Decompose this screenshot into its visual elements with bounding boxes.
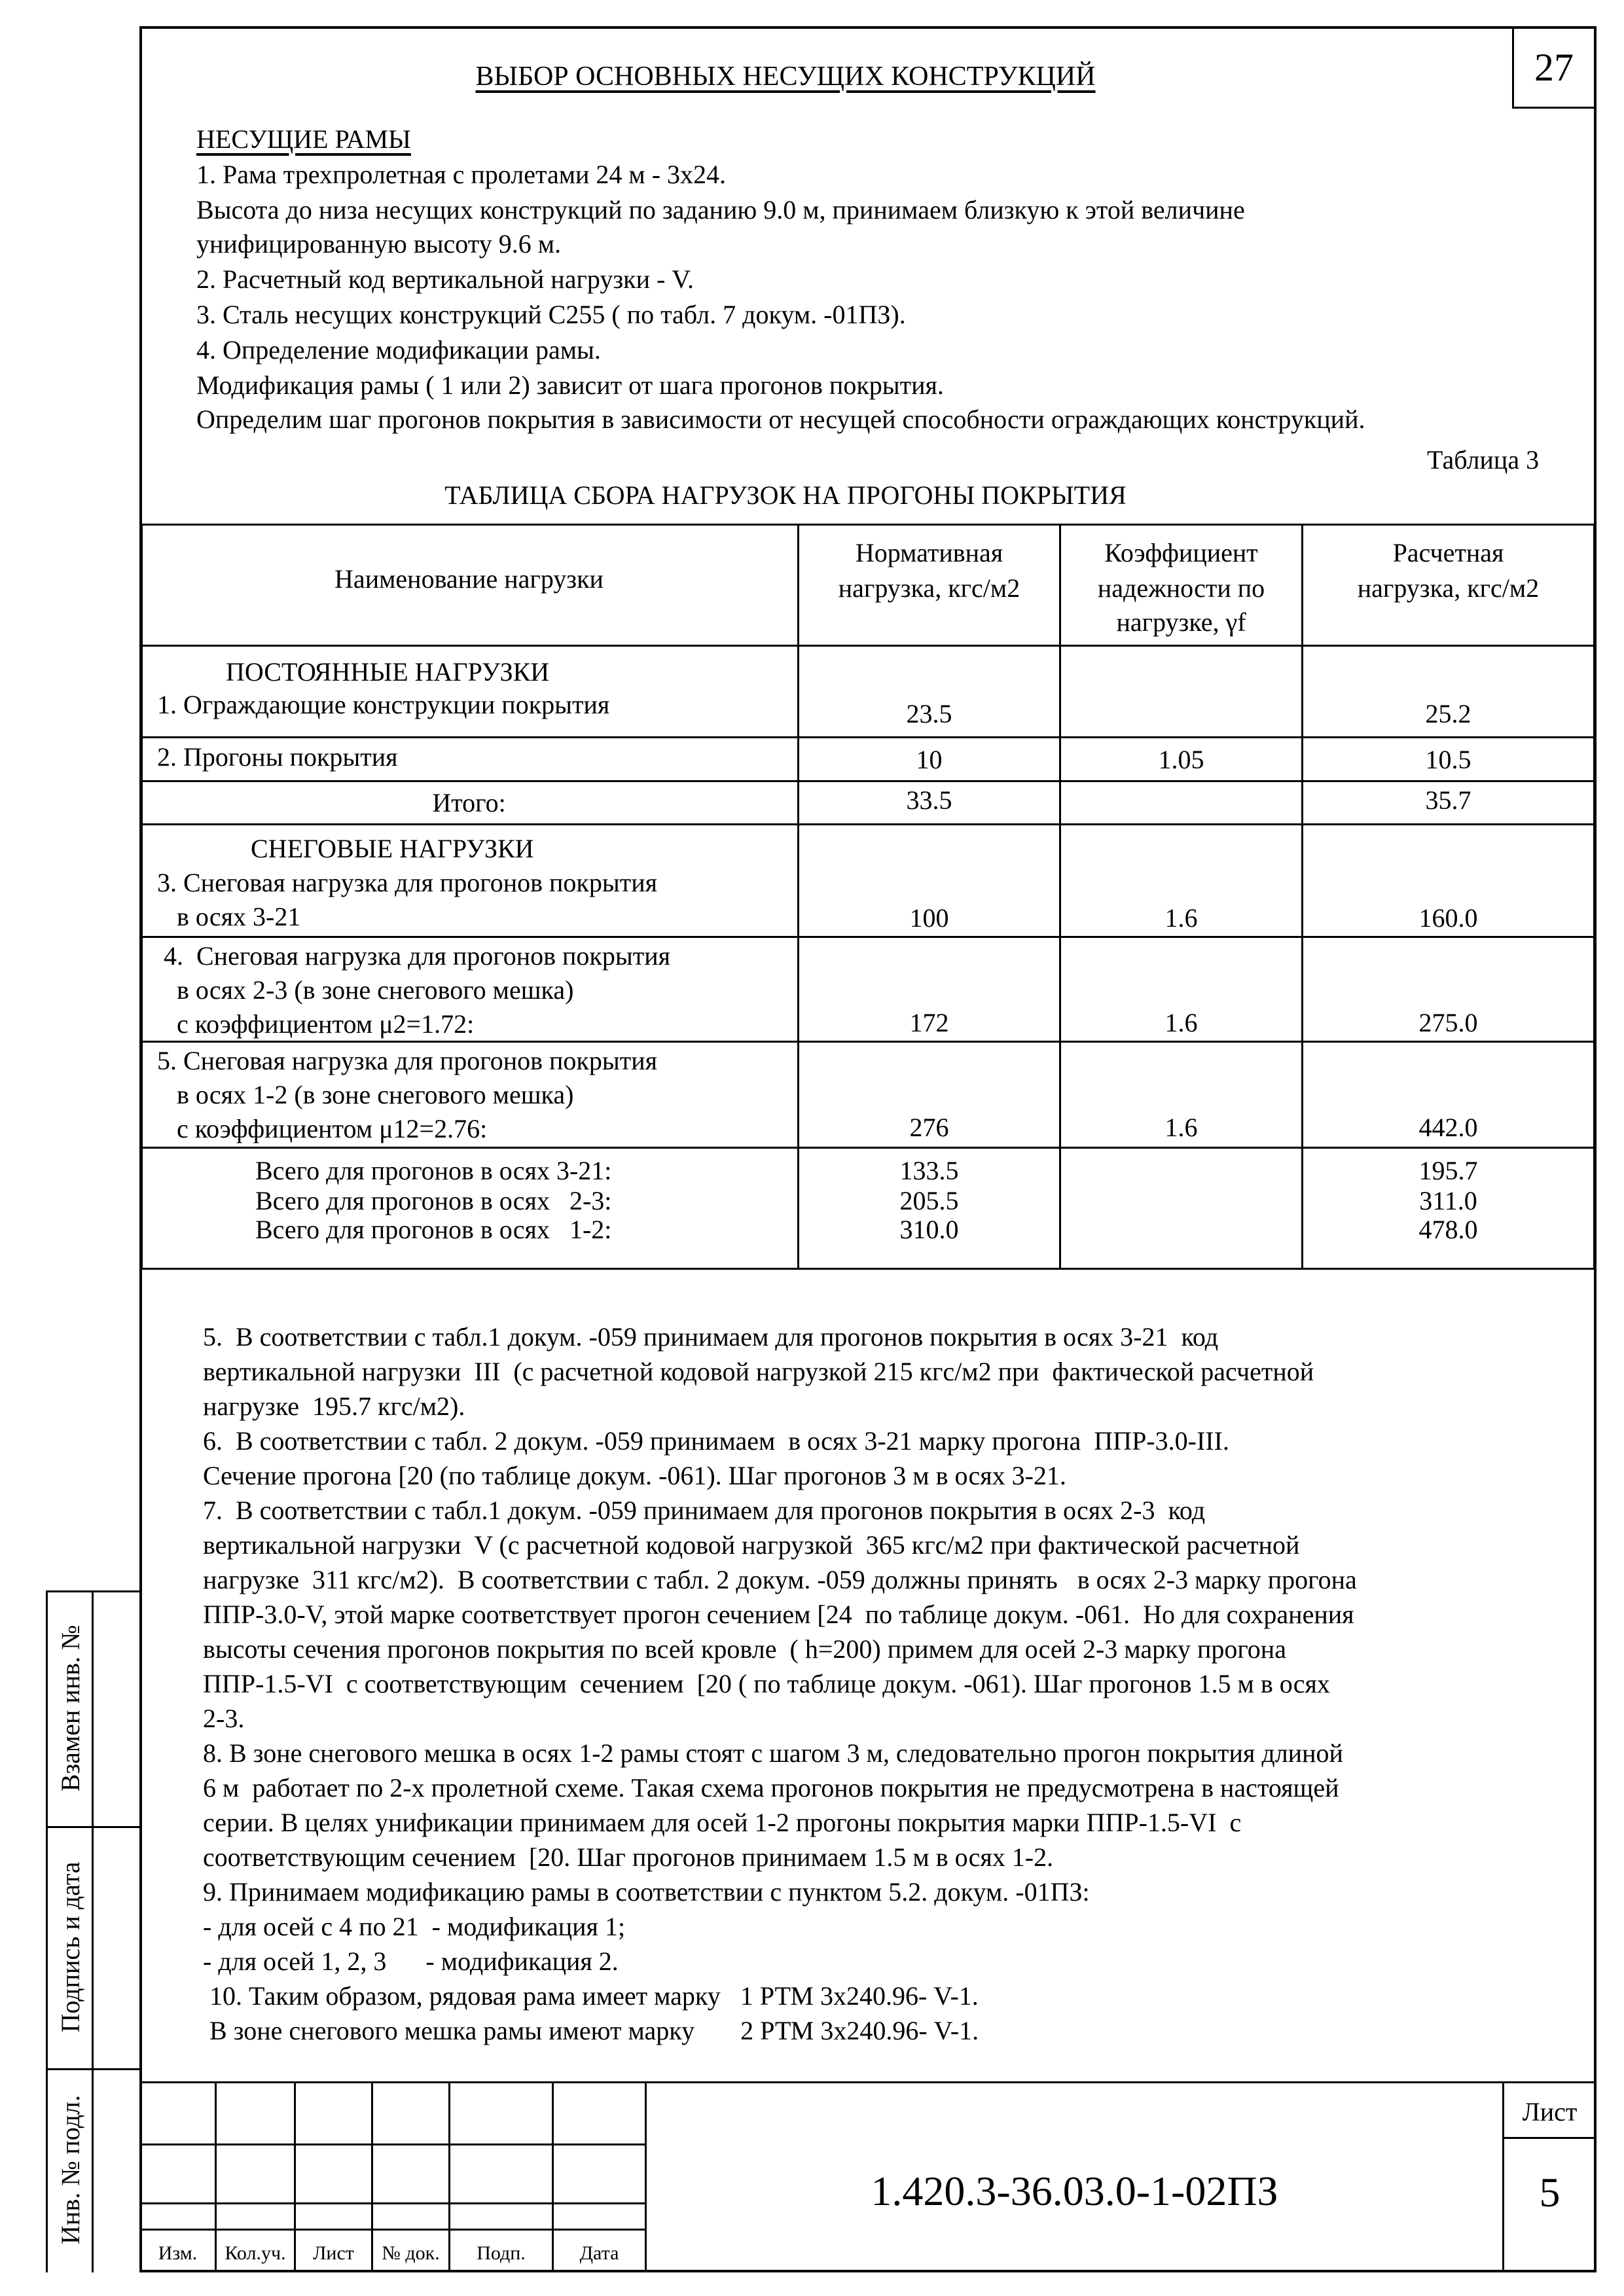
body-line: вертикальной нагрузки V (с расчетной кодовой нагрузкой 365 кгс/м2 при фактической расчетной — [203, 1530, 1300, 1560]
row-name: 1. Ограждающие конструкции покрытия — [157, 690, 610, 719]
sheet-number: 5 — [1539, 2169, 1561, 2215]
sum-norm: 133.5 — [899, 1156, 959, 1185]
header-coefficient: нагрузке, γf — [1116, 607, 1246, 637]
col-doc-number: № док. — [382, 2242, 440, 2264]
row-design: 10.5 — [1425, 745, 1471, 774]
intro-line: унифицированную высоту 9.6 м. — [196, 229, 562, 259]
page-box-bottom — [1512, 107, 1596, 109]
col-list: Лист — [313, 2242, 354, 2264]
row-design: 275.0 — [1418, 1008, 1478, 1037]
body-line: 6 м работает по 2-х пролетной схеме. Такая схема прогонов покрытия не предусмотрена в настоящей — [203, 1773, 1339, 1803]
sheet-label: Лист — [1522, 2097, 1578, 2126]
body-line: соответствующим сечением [20. Шаг прогонов принимаем 1.5 м в осях 1-2. — [203, 1842, 1054, 1872]
intro-line: Высота до низа несущих конструкций по заданию 9.0 м, принимаем близкую к этой величине — [196, 195, 1245, 224]
header-coefficient: Коэффициент — [1104, 538, 1258, 567]
snow-loads-header: СНЕГОВЫЕ НАГРУЗКИ — [251, 834, 534, 863]
row-coef: 1.05 — [1158, 745, 1204, 774]
row-coef: 1.6 — [1164, 1008, 1198, 1037]
document-code: 1.420.3-36.03.0-1-02ПЗ — [871, 2168, 1278, 2214]
table-title: ТАБЛИЦА СБОРА НАГРУЗОК НА ПРОГОНЫ ПОКРЫТИЯ — [444, 480, 1127, 510]
header-design: Расчетная — [1392, 538, 1504, 567]
margin-inner-line — [92, 1590, 94, 2272]
intro-line: 1. Рама трехпролетная с пролетами 24 м - 3х24. — [196, 160, 727, 189]
label-replacement-inv: Взамен инв. № — [56, 1624, 85, 1792]
body-line: Сечение прогона [20 (по таблице докум. -061). Шаг прогонов 3 м в осях 3-21. — [203, 1461, 1066, 1490]
row-name: 3. Снеговая нагрузка для прогонов покрытия — [157, 868, 658, 897]
sum-norm: 310.0 — [899, 1215, 959, 1244]
page-title: ВЫБОР ОСНОВНЫХ НЕСУЩИХ КОНСТРУКЦИЙ — [475, 62, 1096, 92]
frame-top-line — [139, 26, 1597, 29]
body-line: вертикальной нагрузки III (с расчетной кодовой нагрузкой 215 кгс/м2 при фактической расчетной — [203, 1357, 1314, 1386]
row-norm: 100 — [909, 903, 949, 933]
permanent-loads-header: ПОСТОЯННЫЕ НАГРУЗКИ — [226, 657, 550, 687]
body-line: В зоне снегового мешка рамы имеют марку 2 РТМ 3х240.96- V-1. — [203, 2016, 979, 2045]
body-line: 8. В зоне снегового мешка в осях 1-2 рамы стоят с шагом 3 м, следовательно прогон покрытия длиной — [203, 1738, 1343, 1768]
body-line: 5. В соответствии с табл.1 докум. -059 принимаем для прогонов покрытия в осях 3-21 код — [203, 1322, 1219, 1352]
body-line: нагрузке 311 кгс/м2). В соответствии с табл. 2 докум. -059 должны принять в осях 2-3 марку прогона — [203, 1565, 1357, 1594]
row-norm: 10 — [916, 745, 943, 774]
row-name: с коэффициентом μ12=2.76: — [157, 1114, 488, 1143]
title-block — [141, 2081, 1595, 2271]
intro-line: 4. Определение модификации рамы. — [196, 335, 601, 365]
margin-divider — [46, 1826, 141, 1828]
row-name: с коэффициентом μ2=1.72: — [157, 1009, 475, 1039]
sum-label: Всего для прогонов в осях 3-21: — [255, 1156, 612, 1185]
intro-line: 2. Расчетный код вертикальной нагрузки - V. — [196, 264, 695, 294]
body-line: нагрузке 195.7 кгс/м2). — [203, 1391, 465, 1421]
intro-line: 3. Сталь несущих конструкций С255 ( по табл. 7 докум. -01ПЗ). — [196, 300, 906, 329]
body-line: высоты сечения прогонов покрытия по всей кровле ( h=200) примем для осей 2-3 марку прогона — [203, 1634, 1286, 1664]
sum-norm: 205.5 — [899, 1186, 959, 1215]
intro-line: Определим шаг прогонов покрытия в зависимости от несущей способности ограждающих конструкций. — [196, 404, 1365, 434]
row-name: в осях 2-3 (в зоне снегового мешка) — [157, 975, 574, 1005]
page-number: 27 — [1534, 46, 1574, 89]
body-line: - для осей с 4 по 21 - модификация 1; — [203, 1912, 626, 1941]
body-line: 6. В соответствии с табл. 2 докум. -059 принимаем в осях 3-21 марку прогона ППР-3.0-III. — [203, 1426, 1229, 1456]
sum-design: 311.0 — [1419, 1186, 1477, 1215]
sum-label: Всего для прогонов в осях 1-2: — [255, 1215, 612, 1244]
row-name: в осях 1-2 (в зоне снегового мешка) — [157, 1080, 574, 1109]
body-line: - для осей 1, 2, 3 - модификация 2. — [203, 1946, 619, 1976]
body-line: ППР-3.0-V, этой марке соответствует прогон сечением [24 по таблице докум. -061. Но для сохранения — [203, 1600, 1354, 1629]
row-norm: 276 — [909, 1113, 949, 1142]
header-name: Наименование нагрузки — [334, 564, 604, 594]
row-design: 25.2 — [1425, 699, 1471, 728]
table-number: Таблица 3 — [1427, 445, 1540, 475]
row-design: 35.7 — [1425, 785, 1471, 815]
section-header: НЕСУЩИЕ РАМЫ — [196, 124, 411, 154]
row-name: в осях 3-21 — [157, 902, 301, 931]
col-izm: Изм. — [158, 2242, 198, 2264]
header-normative: Нормативная — [855, 538, 1003, 567]
sum-design: 478.0 — [1418, 1215, 1478, 1244]
sum-label: Всего для прогонов в осях 2-3: — [255, 1186, 612, 1215]
sum-design: 195.7 — [1418, 1156, 1478, 1185]
row-name: 5. Снеговая нагрузка для прогонов покрытия — [157, 1046, 658, 1075]
col-kol-uch: Кол.уч. — [225, 2242, 286, 2264]
col-signature: Подп. — [477, 2242, 526, 2264]
row-norm: 172 — [909, 1008, 949, 1037]
col-date: Дата — [579, 2242, 619, 2264]
margin-left-line — [46, 1590, 48, 2272]
row-design: 160.0 — [1418, 903, 1478, 933]
load-table — [141, 524, 1595, 1270]
row-coef: 1.6 — [1164, 1113, 1198, 1142]
row-design: 442.0 — [1418, 1113, 1478, 1142]
total-label: Итого: — [432, 788, 506, 817]
row-name: 4. Снеговая нагрузка для прогонов покрытия — [157, 941, 671, 971]
row-norm: 33.5 — [906, 785, 952, 815]
body-line: 7. В соответствии с табл.1 докум. -059 принимаем для прогонов покрытия в осях 2-3 код — [203, 1496, 1206, 1525]
intro-line: Модификация рамы ( 1 или 2) зависит от шага прогонов покрытия. — [196, 370, 944, 400]
row-norm: 23.5 — [906, 699, 952, 728]
row-name: 2. Прогоны покрытия — [157, 742, 398, 772]
label-signature-date: Подпись и дата — [56, 1861, 85, 2033]
row-coef: 1.6 — [1164, 903, 1198, 933]
body-line: 2-3. — [203, 1704, 245, 1733]
body-line: серии. В целях унификации принимаем для осей 1-2 прогоны покрытия марки ППР-1.5-VI с — [203, 1808, 1242, 1837]
label-original-inv: Инв. № подл. — [56, 2095, 85, 2244]
header-normative: нагрузка, кгс/м2 — [838, 573, 1020, 603]
header-design: нагрузка, кгс/м2 — [1357, 573, 1540, 603]
body-line: 9. Принимаем модификацию рамы в соответствии с пунктом 5.2. докум. -01ПЗ: — [203, 1877, 1090, 1907]
body-line: ППР-1.5-VI с соответствующим сечением [20 ( по таблице докум. -061). Шаг прогонов 1.5 м в осях — [203, 1669, 1330, 1698]
header-coefficient: надежности по — [1097, 573, 1265, 603]
body-line: 10. Таким образом, рядовая рама имеет марку 1 РТМ 3х240.96- V-1. — [203, 1981, 979, 2011]
